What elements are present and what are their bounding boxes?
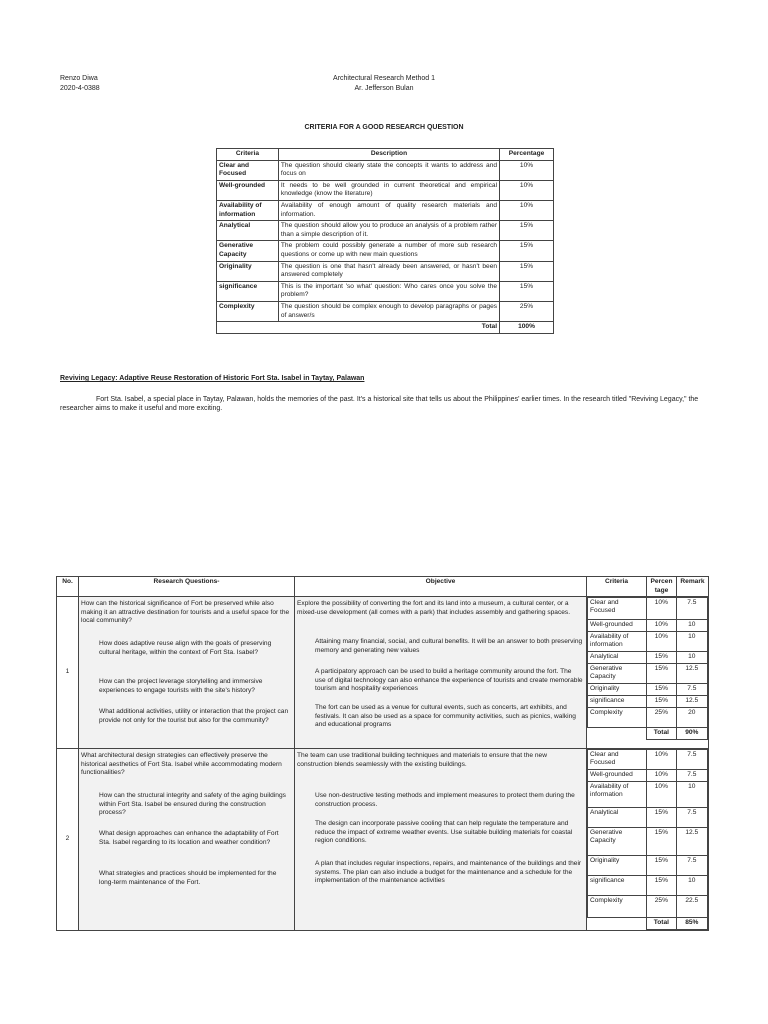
description-cell: The question should be complex enough to develop paragraphs or pages of answer/s [278,301,499,321]
score-remark: 10 [676,620,707,632]
score-row [588,828,708,856]
criteria-cell: Well-grounded [217,180,279,200]
percentage-cell: 15% [500,281,554,301]
rq-questions-cell [79,749,295,931]
score-percentage: 15% [647,652,677,664]
objective-text: Attaining many financial, social, and cultural benefits. It will be an answer to both preserving memory and generating new values [315,638,583,654]
criteria-table [216,148,554,334]
main-research-question: How can the historical significance of Fort be preserved while also making it an attractive destination for tourists and a useful space for the local community? [81,600,290,625]
study-paragraph: Fort Sta. Isabel, a special place in Taytay, Palawan, holds the memories of the past. It's a historical site that tells us about the Philippines' earlier times. In the research titled "Reviving Legacy," the researcher aims to make it useful and more exciting. [60,396,699,412]
score-criteria: significance [588,876,647,896]
research-questions-table [56,576,709,931]
score-total-label: Total [647,918,677,930]
score-remark: 7.5 [676,856,707,876]
score-remark: 7.5 [676,808,707,828]
criteria-row [217,160,554,180]
score-criteria: Well-grounded [588,770,647,782]
score-remark: 12.5 [676,664,707,684]
score-remark: 10 [676,876,707,896]
sub-research-question: How can the structural integrity and safety of the aging buildings within Fort Sta. Isabel be ensured during the construction process? [99,792,286,817]
score-percentage: 10% [647,770,677,782]
score-criteria: Generative Capacity [588,664,647,684]
score-remark: 12.5 [676,828,707,856]
score-row [588,808,708,828]
criteria-cell: Originality [217,261,279,281]
score-row [588,664,708,684]
criteria-cell: Clear and Focused [217,160,279,180]
score-remark: 20 [676,708,707,728]
score-total-value: 90% [676,728,707,740]
rq-questions-cell [79,597,295,749]
score-percentage: 10% [647,750,677,770]
score-remark: 10 [676,652,707,664]
score-percentage: 10% [647,782,677,808]
score-remark: 7.5 [676,770,707,782]
score-criteria: Complexity [588,896,647,918]
score-percentage: 15% [647,808,677,828]
student-id: 2020-4-0388 [60,84,100,92]
criteria-row [217,241,554,261]
score-percentage: 15% [647,664,677,684]
instructor-name: Ar. Jefferson Bulan [354,84,414,92]
sub-research-question: How does adaptive reuse align with the goals of preserving cultural heritage, within the context of Fort Sta. Isabel? [99,640,272,656]
description-cell: Availability of enough amount of quality research materials and information. [278,200,499,220]
sub-research-question: What strategies and practices should be implemented for the long-term maintenance of the Fort. [99,870,277,886]
criteria-total-label: Total [217,322,500,334]
score-percentage: 10% [647,620,677,632]
rq-header-percentage [647,577,677,597]
score-percentage: 25% [647,896,677,918]
percentage-cell: 25% [500,301,554,321]
rq-number: 2 [57,749,79,931]
objective-text: Explore the possibility of converting the fort and its land into a museum, a cultural center, or a mixed-use development (all comes with a park) that includes assembly and gathering spaces. [297,600,571,616]
score-row [588,696,708,708]
score-row [588,652,708,664]
sub-research-question: What design approaches can enhance the adaptability of Fort Sta. Isabel regarding to its location and weather condition? [99,830,279,846]
score-criteria: Complexity [588,708,647,728]
criteria-total-row [217,322,554,334]
author-block [60,74,100,93]
score-criteria: Analytical [588,652,647,664]
main-research-question: What architectural design strategies can effectively preserve the historical aesthetics of Fort Sta. Isabel while accommodating modern functionalities? [81,752,282,777]
rq-header-criteria: Criteria [587,577,647,597]
score-criteria: Originality [588,856,647,876]
rq-header-no: No. [57,577,79,597]
header-percentage: Percentage [500,149,554,161]
criteria-row [217,261,554,281]
criteria-table-title: CRITERIA FOR A GOOD RESEARCH QUESTION [304,124,464,131]
score-row [588,896,708,918]
rq-objectives-cell [295,749,587,931]
score-row [588,876,708,896]
criteria-row [217,301,554,321]
criteria-row [217,180,554,200]
percentage-cell: 10% [500,180,554,200]
rq-objectives-cell [295,597,587,749]
criteria-cell: Analytical [217,221,279,241]
score-percentage: 10% [647,598,677,620]
score-percentage: 10% [647,632,677,652]
criteria-cell: significance [217,281,279,301]
score-criteria: Analytical [588,808,647,828]
score-total-row [588,728,708,740]
score-row [588,620,708,632]
score-row [588,770,708,782]
criteria-cell: Availability of information [217,200,279,220]
header-criteria: Criteria [217,149,279,161]
description-cell: The problem could possibly generate a number of more sub research questions or come up with new main questions [278,241,499,261]
score-table [587,597,708,740]
score-row [588,782,708,808]
rq-table-header [57,577,709,597]
score-criteria: Clear and Focused [588,598,647,620]
rq-number: 1 [57,597,79,749]
criteria-row [217,281,554,301]
criteria-row [217,221,554,241]
score-criteria: Availability of information [588,782,647,808]
course-name: Architectural Research Method 1 [333,75,435,82]
study-title: Reviving Legacy: Adaptive Reuse Restoration of Historic Fort Sta. Isabel in Taytay, Palawan [60,375,365,382]
score-row [588,750,708,770]
sub-research-question: How can the project leverage storytelling and immersive experiences to engage tourists with the site's history? [99,678,263,694]
objective-text: The fort can be used as a venue for cultural events, such as concerts, art exhibits, and festivals. It can also be used as a space for community activities, such as picnics, walking and educational programs [315,704,576,729]
score-total-row [588,918,708,930]
rq-scores-cell [587,749,709,931]
criteria-cell: Complexity [217,301,279,321]
score-remark: 22.5 [676,896,707,918]
rq-header-percentage-line2: tage [654,586,669,594]
score-remark: 7.5 [676,684,707,696]
score-percentage: 15% [647,684,677,696]
score-remark: 12.5 [676,696,707,708]
score-percentage: 15% [647,696,677,708]
score-remark: 10 [676,632,707,652]
score-criteria: significance [588,696,647,708]
course-block [284,74,484,93]
rq-header-questions: Research Questions- [79,577,295,597]
score-total-value: 85% [676,918,707,930]
score-percentage: 25% [647,708,677,728]
score-criteria: Originality [588,684,647,696]
score-remark: 10 [676,782,707,808]
score-row [588,632,708,652]
score-criteria: Generative Capacity [588,828,647,856]
criteria-total-value: 100% [500,322,554,334]
score-criteria: Clear and Focused [588,750,647,770]
sub-research-question: What additional activities, utility or interaction that the project can provide not only for the tourist but also for the community? [99,708,289,724]
rq-header-percentage-line1: Percen [650,578,673,585]
criteria-row [217,200,554,220]
score-row [588,684,708,696]
score-row [588,598,708,620]
description-cell: The question should clearly state the concepts it wants to address and focus on [278,160,499,180]
description-cell: The question should allow you to produce an analysis of a problem rather than a simple description of it. [278,221,499,241]
percentage-cell: 10% [500,200,554,220]
percentage-cell: 15% [500,241,554,261]
rq-row [57,597,709,749]
score-row [588,708,708,728]
percentage-cell: 15% [500,261,554,281]
objective-text: The design can incorporate passive cooling that can help regulate the temperature and reduce the impact of extreme weather events. Use suitable building materials for coastal region conditions. [315,820,573,845]
description-cell: This is the important 'so what' question: Who cares once you solve the problem? [278,281,499,301]
score-criteria: Well-grounded [588,620,647,632]
percentage-cell: 15% [500,221,554,241]
rq-scores-cell [587,597,709,749]
objective-text: A plan that includes regular inspections, repairs, and maintenance of the buildings and their systems. The plan can also include a budget for the maintenance and a schedule for the implementation of the maintenance activities [315,860,582,885]
score-total-label: Total [647,728,677,740]
objective-text: A participatory approach can be used to build a heritage community around the fort. The use of digital technology can also enhance the experience of tourists and create memorable tourism and hospitality experiences [315,668,583,693]
score-criteria: Availability of information [588,632,647,652]
score-percentage: 15% [647,828,677,856]
score-remark: 7.5 [676,750,707,770]
description-cell: It needs to be well grounded in current theoretical and empirical knowledge (know the literature) [278,180,499,200]
header-description: Description [278,149,499,161]
criteria-cell: Generative Capacity [217,241,279,261]
score-table [587,749,708,930]
rq-header-remark: Remark [677,577,709,597]
description-cell: The question is one that hasn't already been answered, or hasn't been answered completely [278,261,499,281]
objective-text: Use non-destructive testing methods and implement measures to protect them during the construction process. [315,792,575,808]
score-row [588,856,708,876]
score-remark: 7.5 [676,598,707,620]
rq-row [57,749,709,931]
score-percentage: 15% [647,856,677,876]
rq-header-objective: Objective [295,577,587,597]
percentage-cell: 10% [500,160,554,180]
objective-text: The team can use traditional building techniques and materials to ensure that the new construction blends seamlessly with the existing buildings. [297,752,547,768]
score-percentage: 15% [647,876,677,896]
criteria-table-header [217,149,554,161]
author-name: Renzo Diwa [60,75,98,82]
